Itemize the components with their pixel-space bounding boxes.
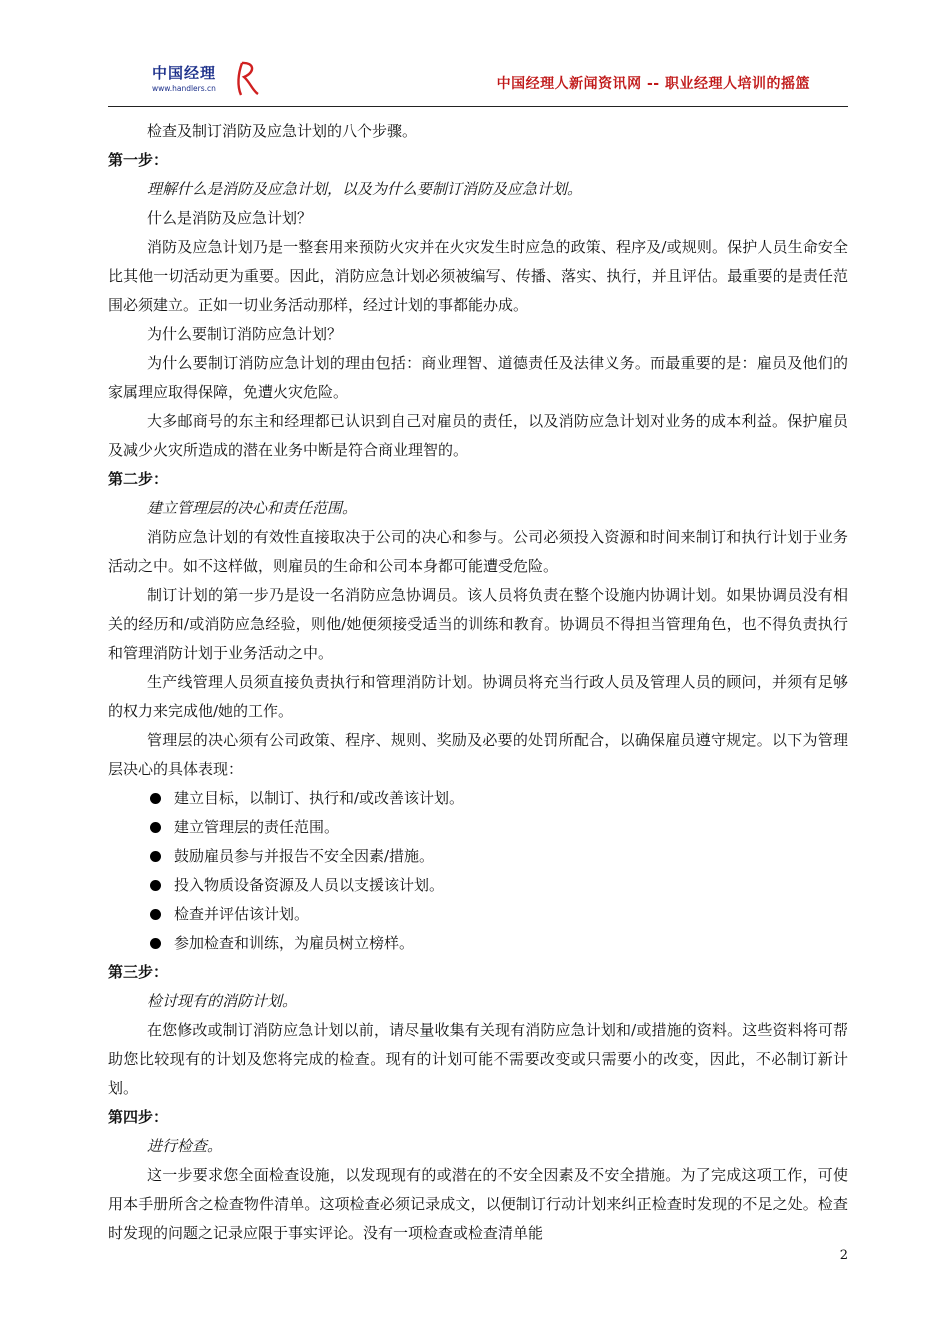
- site-title: 中国经理人新闻资讯网 -- 职业经理人培训的摇篮: [496, 76, 810, 92]
- step1-question-2: 为什么要制订消防应急计划？: [147, 325, 343, 343]
- step2-heading: 第二步：: [108, 470, 169, 488]
- list-item: [108, 900, 848, 929]
- bullet-icon: [150, 822, 161, 833]
- step3-paragraph-1: 在您修改或制订消防应急计划以前，请尽量收集有关现有消防应急计划和/或措施的资料。这些资料将可帮助您比较现有的计划及您将完成的检查。现有的计划可能不需要改变或只需要小的改变，因此，不必制订新计划。: [108, 1021, 848, 1097]
- step1-paragraph-3: 大多邮商号的东主和经理都已认识到自己对雇员的责任，以及消防应急计划对业务的成本利益。保护雇员及减少火灾所造成的潜在业务中断是符合商业理智的。: [108, 412, 848, 459]
- step1-heading: 第一步：: [108, 151, 169, 169]
- step2-bullet-list: [108, 784, 848, 958]
- bullet-icon: [150, 851, 161, 862]
- logo-url: www.handlers.cn: [152, 84, 216, 93]
- step1-question-1: 什么是消防及应急计划？: [147, 209, 313, 227]
- page-number: 2: [839, 1248, 848, 1263]
- list-item: [108, 929, 848, 958]
- step3-heading: 第三步：: [108, 963, 169, 981]
- step1-subtitle: 理解什么是消防及应急计划，以及为什么要制订消防及应急计划。: [147, 180, 583, 198]
- list-item: [108, 842, 848, 871]
- intro-paragraph: 检查及制订消防及应急计划的八个步骤。: [147, 122, 418, 140]
- step2-paragraph-1: 消防应急计划的有效性直接取决于公司的决心和参与。公司必须投入资源和时间来制订和执行计划于业务活动之中。如不这样做，则雇员的生命和公司本身都可能遭受危险。: [108, 528, 848, 575]
- list-item-text: 投入物质设备资源及人员以支援该计划。: [174, 876, 445, 894]
- bullet-icon: [150, 909, 161, 920]
- list-item: [108, 784, 848, 813]
- step4-heading: 第四步：: [108, 1108, 169, 1126]
- step2-paragraph-4: 管理层的决心须有公司政策、程序、规则、奖励及必要的处罚所配合，以确保雇员遵守规定。以下为管理层决心的具体表现：: [108, 731, 848, 778]
- logo-mark-icon: [232, 60, 260, 98]
- step2-subtitle: 建立管理层的决心和责任范围。: [147, 499, 358, 517]
- step2-paragraph-2: 制订计划的第一步乃是设一名消防应急协调员。该人员将负责在整个设施内协调计划。如果协调员没有相关的经历和/或消防应急经验，则他/她便须接受适当的训练和教育。协调员不得担当管理角色，也不得负责执行和管理消防计划于业务活动之中。: [108, 586, 848, 662]
- list-item: [108, 871, 848, 900]
- step1-paragraph-2: 为什么要制订消防应急计划的理由包括：商业理智、道德责任及法律义务。而最重要的是：雇员及他们的家属理应取得保障，免遭火灾危险。: [108, 354, 848, 401]
- document-body: [108, 117, 848, 1248]
- logo-text: 中国经理: [152, 64, 217, 82]
- list-item: [108, 813, 848, 842]
- list-item-text: 建立目标，以制订、执行和/或改善该计划。: [174, 789, 465, 807]
- bullet-icon: [150, 793, 161, 804]
- page-header: [108, 60, 848, 107]
- step4-paragraph-1: 这一步要求您全面检查设施，以发现现有的或潜在的不安全因素及不安全措施。为了完成这项工作，可使用本手册所含之检查物件清单。这项检查必须记录成文，以便制订行动计划来纠正检查时发现的不足之处。检查时发现的问题之记录应限于事实评论。没有一项检查或检查清单能: [108, 1166, 848, 1242]
- site-logo: [152, 62, 262, 102]
- list-item-text: 检查并评估该计划。: [174, 905, 310, 923]
- step1-paragraph-1: 消防及应急计划乃是一整套用来预防火灾并在火灾发生时应急的政策、程序及/或规则。保护人员生命安全比其他一切活动更为重要。因此，消防应急计划必须被编写、传播、落实、执行，并且评估。最重要的是责任范围必须建立。正如一切业务活动那样，经过计划的事都能办成。: [108, 238, 848, 314]
- list-item-text: 建立管理层的责任范围。: [174, 818, 340, 836]
- step4-subtitle: 进行检查。: [147, 1137, 223, 1155]
- bullet-icon: [150, 880, 161, 891]
- list-item-text: 参加检查和训练，为雇员树立榜样。: [174, 934, 415, 952]
- bullet-icon: [150, 938, 161, 949]
- step2-paragraph-3: 生产线管理人员须直接负责执行和管理消防计划。协调员将充当行政人员及管理人员的顾问，并须有足够的权力来完成他/她的工作。: [108, 673, 848, 720]
- step3-subtitle: 检讨现有的消防计划。: [147, 992, 298, 1010]
- list-item-text: 鼓励雇员参与并报告不安全因素/措施。: [174, 847, 435, 865]
